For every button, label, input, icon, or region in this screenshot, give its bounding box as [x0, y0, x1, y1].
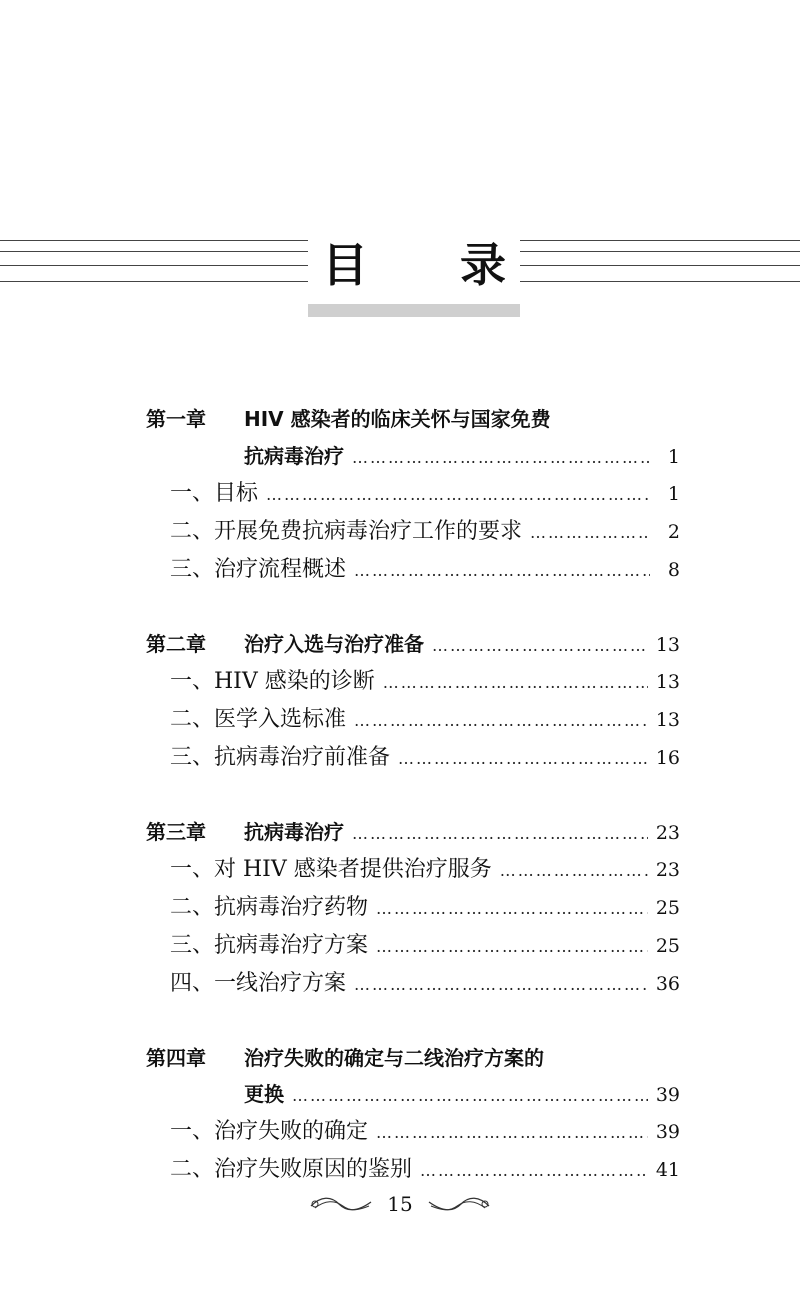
dot-leader — [376, 899, 648, 918]
chapter-label: 第四章 — [146, 1046, 206, 1070]
toc-chapter-1[interactable] — [146, 403, 680, 432]
toc-entry[interactable] — [170, 852, 680, 883]
toc-entry[interactable] — [170, 890, 680, 921]
heading-rule-left-4 — [0, 281, 308, 282]
toc-entry[interactable] — [170, 552, 680, 583]
entry-title: 二、抗病毒治疗药物 — [170, 895, 369, 920]
entry-title: 三、抗病毒治疗前准备 — [170, 745, 391, 770]
page-number: 25 — [655, 935, 680, 957]
heading-rule-left-2 — [0, 251, 308, 252]
toc-entry[interactable] — [170, 1114, 680, 1145]
toc-chapter-4-cont[interactable] — [244, 1078, 680, 1107]
chapter-title: 抗病毒治疗 — [244, 444, 344, 468]
chapter-label: 第三章 — [146, 820, 206, 844]
heading-rule-left-3 — [0, 265, 308, 266]
entry-title: 一、治疗失败的确定 — [170, 1119, 369, 1144]
page-number: 39 — [655, 1121, 680, 1143]
toc-entry[interactable] — [170, 928, 680, 959]
ornament-left-icon — [309, 1194, 373, 1214]
page-number: 8 — [667, 559, 680, 581]
heading-rule-right-4 — [520, 281, 800, 282]
dot-leader — [266, 485, 650, 504]
page-number: 13 — [655, 634, 680, 656]
toc-entry[interactable] — [170, 664, 680, 695]
title-underline-bar — [308, 304, 520, 317]
entry-title: 一、对 HIV 感染者提供治疗服务 — [170, 857, 492, 882]
toc-entry[interactable] — [170, 514, 680, 545]
heading-rule-right-3 — [520, 265, 800, 266]
page-number: 1 — [667, 446, 680, 468]
page-number: 25 — [655, 897, 680, 919]
dot-leader — [398, 749, 648, 768]
page-number: 23 — [655, 822, 680, 844]
dot-leader — [376, 1123, 648, 1142]
chapter-title: 治疗入选与治疗准备 — [244, 632, 424, 656]
page-number: 1 — [667, 483, 680, 505]
dot-leader — [432, 636, 648, 655]
toc-entry[interactable] — [170, 740, 680, 771]
entry-title: 四、一线治疗方案 — [170, 971, 347, 996]
heading-rule-right-2 — [520, 251, 800, 252]
page-number: 16 — [655, 747, 680, 769]
toc-chapter-2[interactable] — [146, 628, 680, 657]
page-number: 13 — [655, 671, 680, 693]
chapter-label: 第一章 — [146, 407, 206, 431]
toc-entry[interactable] — [170, 702, 680, 733]
dot-leader — [376, 937, 648, 956]
entry-title: 二、开展免费抗病毒治疗工作的要求 — [170, 519, 523, 544]
page-number: 23 — [655, 859, 680, 881]
toc-entry[interactable] — [170, 966, 680, 997]
chapter-label: 第二章 — [146, 632, 206, 656]
entry-title: 二、医学入选标准 — [170, 707, 347, 732]
dot-leader — [352, 824, 648, 843]
heading-rule-left-1 — [0, 240, 308, 241]
chapter-title: 治疗失败的确定与二线治疗方案的 — [244, 1046, 544, 1070]
dot-leader — [292, 1086, 648, 1105]
page-number-footer: 15 — [387, 1192, 413, 1216]
chapter-title: 更换 — [244, 1082, 284, 1106]
dot-leader — [420, 1161, 648, 1180]
page-number: 41 — [655, 1159, 680, 1181]
entry-title: 一、HIV 感染的诊断 — [170, 669, 375, 694]
dot-leader — [383, 673, 648, 692]
page-title-char-2: 录 — [460, 238, 506, 292]
page-title-char-1: 目 — [322, 238, 368, 292]
toc-entry[interactable] — [170, 476, 680, 507]
ornament-right-icon — [427, 1194, 491, 1214]
dot-leader — [354, 975, 648, 994]
page-number: 2 — [667, 521, 680, 543]
page-number: 36 — [655, 973, 680, 995]
page-footer — [0, 1192, 800, 1216]
dot-leader — [352, 448, 650, 467]
dot-leader — [500, 861, 648, 880]
chapter-title: 抗病毒治疗 — [244, 820, 344, 844]
page-title — [308, 228, 520, 302]
toc-chapter-1-cont[interactable] — [244, 440, 680, 469]
dot-leader — [354, 561, 650, 580]
toc-entry[interactable] — [170, 1152, 680, 1183]
heading-rule-right-1 — [520, 240, 800, 241]
entry-title: 三、治疗流程概述 — [170, 557, 347, 582]
dot-leader — [354, 711, 648, 730]
dot-leader — [530, 523, 650, 542]
page-number: 13 — [655, 709, 680, 731]
toc-chapter-3[interactable] — [146, 816, 680, 845]
page-number: 39 — [655, 1084, 680, 1106]
toc-chapter-4[interactable] — [146, 1042, 680, 1071]
entry-title: 一、目标 — [170, 481, 259, 506]
entry-title: 三、抗病毒治疗方案 — [170, 933, 369, 958]
entry-title: 二、治疗失败原因的鉴别 — [170, 1157, 413, 1182]
chapter-title: HIV 感染者的临床关怀与国家免费 — [244, 407, 551, 431]
